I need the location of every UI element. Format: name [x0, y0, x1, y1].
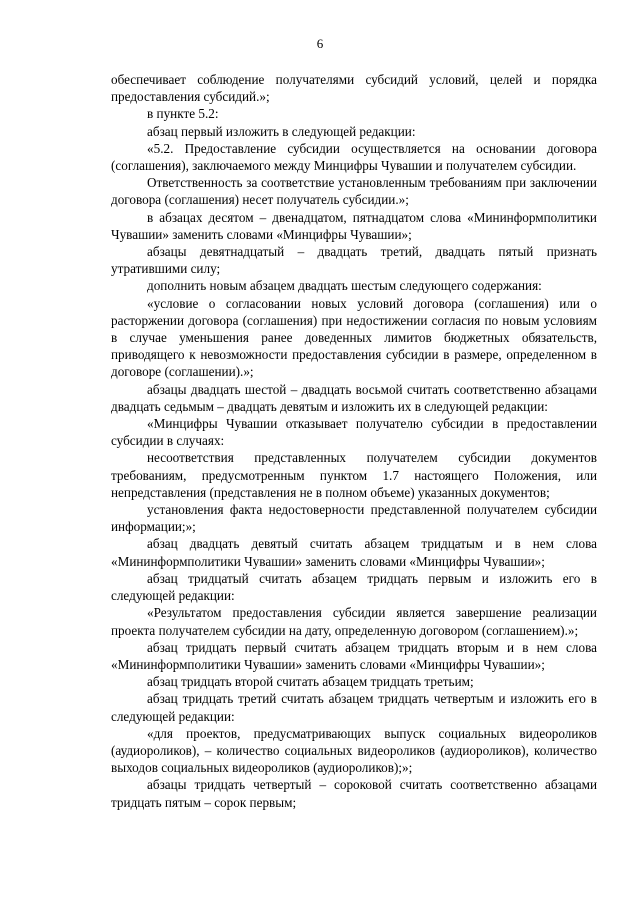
paragraph: «условие о согласовании новых условий договора (соглашения) или о расторжении договора (соглашения) при недостижении согласия по новым условиям в случае уменьшения ранее доведенных лимитов бюджетных обязательств, приводящего к невозможности предоставления субсидии в размере, определенном в договоре (соглашении).»; [111, 295, 597, 380]
document-body [111, 71, 597, 811]
paragraph: абзац тридцать второй считать абзацем тридцать третьим; [147, 674, 474, 690]
paragraph: абзац тридцать первый считать абзацем тридцать вторым и в нем слова «Мининформполитики Чувашии» заменить словами «Минцифры Чувашии»; [111, 639, 597, 672]
paragraph: абзацы девятнадцатый – двадцать третий, двадцать пятый признать утратившими силу; [111, 244, 597, 277]
paragraph: абзац двадцать девятый считать абзацем тридцатым и в нем слова «Мининформполитики Чувашии» заменить словами «Минцифры Чувашии»; [111, 536, 597, 569]
paragraph: «Минцифры Чувашии отказывает получателю субсидии в предоставлении субсидии в случаях: [111, 416, 597, 449]
paragraph: в пункте 5.2: [147, 106, 219, 122]
paragraph: Ответственность за соответствие установленным требованиям при заключении договора (соглашения) несет получатель субсидии.»; [111, 175, 597, 208]
page-number: 6 [316, 36, 324, 51]
paragraph: абзацы тридцать четвертый – сороковой считать соответственно абзацами тридцать пятым – сорок первым; [111, 777, 597, 810]
paragraph: абзац тридцать третий считать абзацем тридцать четвертым и изложить его в следующей редакции: [111, 691, 597, 724]
paragraph: «Результатом предоставления субсидии является завершение реализации проекта получателем субсидии на дату, определенную договором (соглашением).»; [111, 605, 597, 638]
paragraph: обеспечивает соблюдение получателями субсидий условий, целей и порядка предоставления субсидий.»; [111, 72, 597, 105]
paragraph: абзац тридцатый считать абзацем тридцать первым и изложить его в следующей редакции: [111, 570, 597, 604]
paragraph: «для проектов, предусматривающих выпуск социальных видеороликов (аудиороликов), – количество социальных видеороликов (аудиороликов), количество выходов социальных видеороликов (аудиороликов);»; [111, 725, 597, 776]
paragraph: дополнить новым абзацем двадцать шестым следующего содержания: [147, 278, 542, 294]
paragraph: в абзацах десятом – двенадцатом, пятнадцатом слова «Мининформполитики Чувашии» заменить словами «Минцифры Чувашии»; [111, 209, 597, 242]
paragraph: абзац первый изложить в следующей редакции: [147, 123, 416, 139]
paragraph: «5.2. Предоставление субсидии осуществляется на основании договора (соглашения), заключаемого между Минцифры Чувашии и получателем субсидии. [111, 140, 597, 174]
paragraph: установления факта недостоверности представленной получателем субсидии информации;»; [111, 502, 597, 535]
paragraph: несоответствия представленных получателем субсидии документов требованиям, предусмотренным пунктом 1.7 настоящего Положения, или непредставления (представления не в полном объеме) указанных документов; [111, 450, 597, 500]
paragraph: абзацы двадцать шестой – двадцать восьмой считать соответственно абзацами двадцать седьмым – двадцать девятым и изложить их в следующей редакции: [111, 381, 597, 414]
